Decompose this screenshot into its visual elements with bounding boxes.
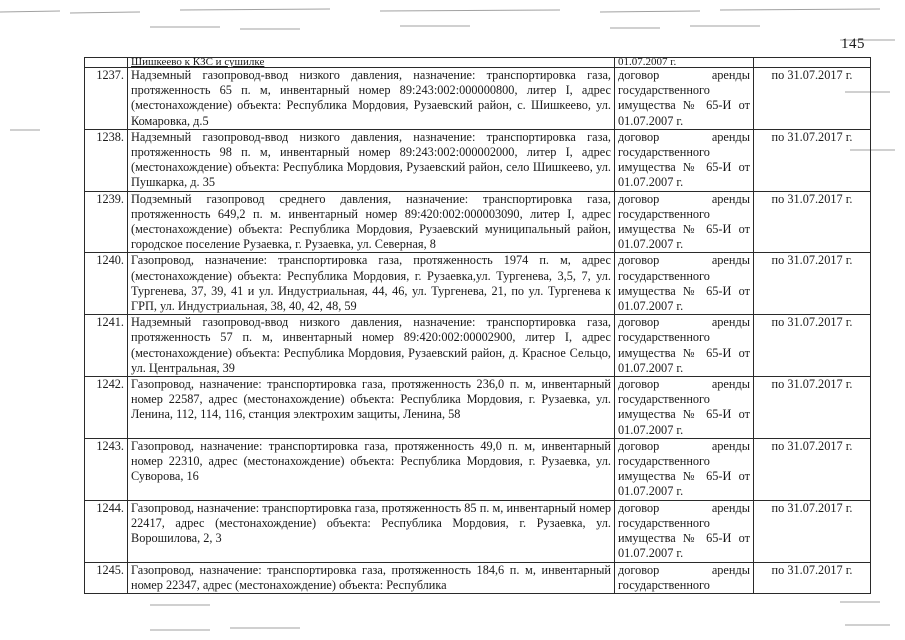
term-cell: по 31.07.2017 г. xyxy=(754,191,871,253)
object-description-cell: Газопровод, назначение: транспортировка газа, протяженность 1974 п. м, адрес (местонахождение) объекта: Республика Мордовия, г. Рузаевка,ул. Тургенева, 3,5, 7, ул. Тургенева, 37, 39, 41 и ул. Индустриальная, 44, 46, ул. Тургенева, 21, по ул. Тургенева к ГРП, ул. Индустриальная, 38, 40, 42, 48, 59 xyxy=(128,253,615,315)
row-number-cell: 1245. xyxy=(85,562,128,593)
object-description-cell: Надземный газопровод-ввод низкого давления, назначение: транспортировка газа, протяженность 98 п. м, инвентарный номер 89:243:002:000002000, литер I, адрес (местонахождение) объекта: Республика Мордовия, Рузаевский район, село Шишкеево, ул. Пушкарка, д. 35 xyxy=(128,129,615,191)
term-cell: по 31.07.2017 г. xyxy=(754,253,871,315)
document-cell: договор аренды государственного имущества № 65-И от 01.07.2007 г. xyxy=(615,500,754,562)
object-description-cell: Газопровод, назначение: транспортировка газа, протяженность 236,0 п. м, инвентарный номер 22587, адрес (местонахождение) объекта: Республика Мордовия, г. Рузаевка, ул. Ленина, 112, 114, 116, станция электрохим защиты, Ленина, 58 xyxy=(128,377,615,439)
object-description-cell: Газопровод, назначение: транспортировка газа, протяженность 49,0 п. м, инвентарный номер 22310, адрес (местонахождение) объекта: Республика Мордовия, г. Рузаевка, ул. Суворова, 16 xyxy=(128,438,615,500)
table-row xyxy=(85,191,871,253)
table-row xyxy=(85,562,871,593)
document-cell: договор аренды государственного имущества № 65-И от 01.07.2007 г. xyxy=(615,68,754,130)
object-description-cell: Газопровод, назначение: транспортировка газа, протяженность 85 п. м, инвентарный номер 22417, адрес (местонахождение) объекта: Республика Мордовия, г. Рузаевка, ул. Ворошилова, 2, 3 xyxy=(128,500,615,562)
table-row xyxy=(85,315,871,377)
document-cell: договор аренды государственного имущества № 65-И от 01.07.2007 г. xyxy=(615,253,754,315)
table-row xyxy=(85,438,871,500)
document-cell: договор аренды государственного имущества № 65-И от 01.07.2007 г. xyxy=(615,129,754,191)
object-description-cell xyxy=(128,58,615,68)
term-cell: по 31.07.2017 г. xyxy=(754,500,871,562)
row-number-cell xyxy=(85,58,128,68)
row-number-cell: 1238. xyxy=(85,129,128,191)
table-row xyxy=(85,253,871,315)
row-number-cell: 1239. xyxy=(85,191,128,253)
term-cell: по 31.07.2017 г. xyxy=(754,562,871,593)
term-cell: по 31.07.2017 г. xyxy=(754,438,871,500)
object-description-cell: Газопровод, назначение: транспортировка газа, протяженность 184,6 п. м, инвентарный номер 22347, адрес (местонахождение) объекта: Республика xyxy=(128,562,615,593)
row-number-cell: 1243. xyxy=(85,438,128,500)
row-number-cell: 1244. xyxy=(85,500,128,562)
page-number: 145 xyxy=(841,36,865,52)
document-cell: договор аренды государственного имущества № 65-И от 01.07.2007 г. xyxy=(615,377,754,439)
table-row xyxy=(85,68,871,130)
document-cell: договор аренды государственного имущества № 65-И от 01.07.2007 г. xyxy=(615,315,754,377)
table-row xyxy=(85,500,871,562)
term-cell: по 31.07.2017 г. xyxy=(754,315,871,377)
table-row xyxy=(85,377,871,439)
term-cell xyxy=(754,58,871,68)
row-number-cell: 1242. xyxy=(85,377,128,439)
term-cell: по 31.07.2017 г. xyxy=(754,68,871,130)
term-cell: по 31.07.2017 г. xyxy=(754,377,871,439)
document-cell: 01.07.2007 г. xyxy=(615,58,754,68)
row-number-cell: 1240. xyxy=(85,253,128,315)
table-row xyxy=(85,129,871,191)
row-number-cell: 1241. xyxy=(85,315,128,377)
document-cell: договор аренды государственного имущества № 65-И от 01.07.2007 г. xyxy=(615,191,754,253)
object-description-cell: Надземный газопровод-ввод низкого давления, назначение: транспортировка газа, протяженность 57 п. м, инвентарный номер 89:420:002:00002900, литер I, адрес (местонахождение) объекта: Республика Мордовия, Рузаевский район, д. Красное Сельцо, ул. Центральная, 39 xyxy=(128,315,615,377)
row-number-cell: 1237. xyxy=(85,68,128,130)
table-row-continued xyxy=(85,58,871,68)
object-description-cell: Подземный газопровод среднего давления, назначение: транспортировка газа, протяженность 649,2 п. м. инвентарный номер 89:420:002:000003090, литер I, адрес (местонахождение) объекта: Республика Мордовия, Рузаевский муниципальный район, городское поселение Рузаевка, г. Рузаевка, ул. Северная, 8 xyxy=(128,191,615,253)
document-cell: договор аренды государственного имущества № 65-И от 01.07.2007 г. xyxy=(615,438,754,500)
object-description-cell: Надземный газопровод-ввод низкого давления, назначение: транспортировка газа, протяженность 65 п. м, инвентарный номер 89:243:002:000000800, литер I, адрес (местонахождение) объекта: Республика Мордовия, Рузаевский район, с. Шишкеево, ул. Комаровка, д.5 xyxy=(128,68,615,130)
property-table xyxy=(84,57,871,594)
term-cell: по 31.07.2017 г. xyxy=(754,129,871,191)
object-description-text: Шишкеево к КЗС и сушилке xyxy=(131,57,265,68)
document-cell: договор аренды государственного xyxy=(615,562,754,593)
